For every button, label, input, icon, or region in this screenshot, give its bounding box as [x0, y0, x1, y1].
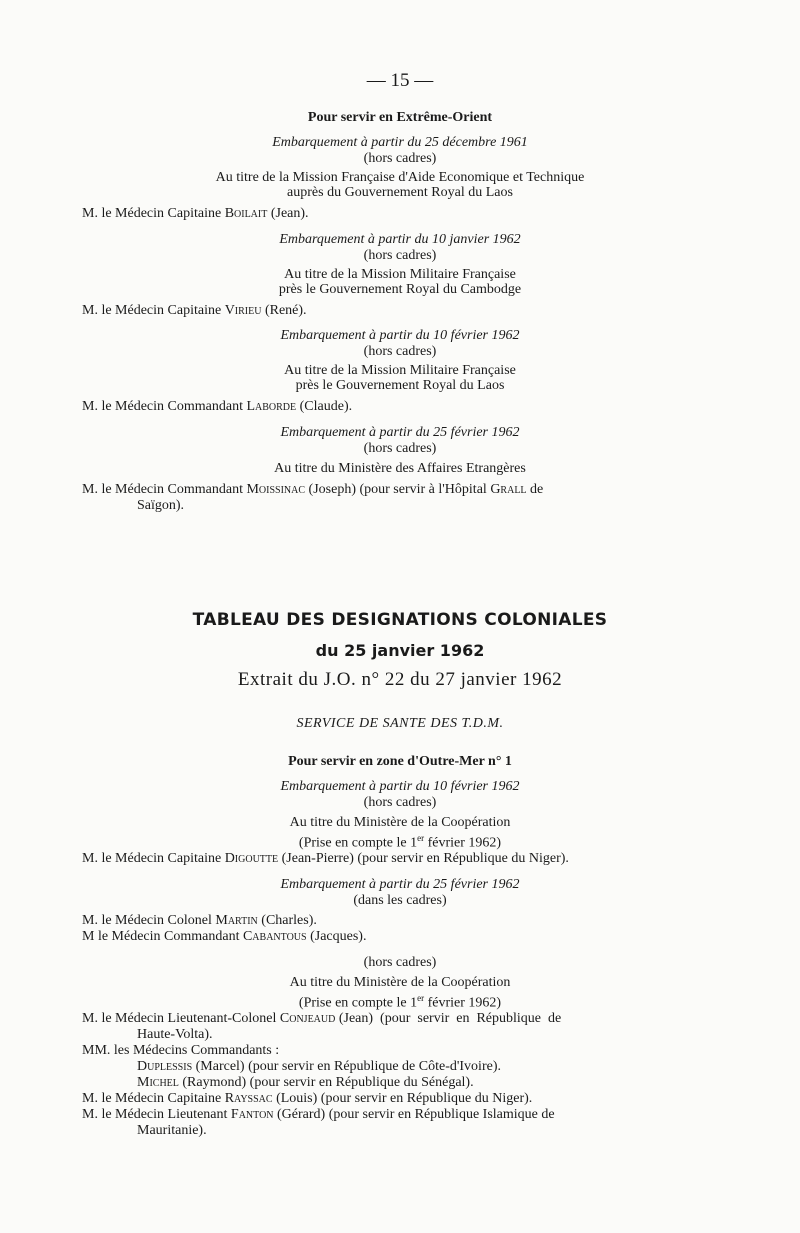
s1b3-mission-1: Au titre de la Mission Militaire Française: [284, 363, 516, 378]
s2b3-person-1: [82, 1011, 561, 1027]
person-firstname: (Jacques).: [306, 929, 367, 944]
section1-heading: Pour servir en Extrême-Orient: [307, 110, 493, 125]
person-title: M. le Médecin Capitaine: [82, 851, 225, 866]
s1b3-status: (hors cadres): [363, 344, 437, 359]
page-number: — 15 —: [366, 70, 434, 91]
section2-heading: Pour servir en zone d'Outre-Mer n° 1: [288, 754, 512, 769]
mission-text: (Prise en compte le 1: [298, 995, 418, 1011]
person-name: Digoutte: [224, 851, 279, 866]
s1b1-mission-1: Au titre de la Mission Française d'Aide Economique et Technique: [215, 170, 585, 185]
person-detail: (Jean-Pierre) (pour servir en République du Niger).: [278, 851, 569, 866]
person-name: Boilait: [224, 206, 268, 221]
person-name: Rayssac: [224, 1091, 273, 1106]
person-name: Michel: [137, 1075, 179, 1090]
person-title: M. le Médecin Commandant: [82, 399, 247, 414]
s1b2-person: [82, 303, 307, 319]
person-name: Laborde: [246, 399, 297, 414]
person-name: Cabantous: [242, 929, 307, 944]
person-title: M. le Médecin Lieutenant: [82, 1107, 231, 1122]
ordinal-sup: er: [417, 833, 425, 843]
person-title: M. le Médecin Lieutenant-Colonel: [82, 1011, 280, 1026]
s2b1-status: (hors cadres): [363, 795, 437, 810]
person-title: M. le Médecin Capitaine: [82, 303, 225, 318]
person-detail: (Gérard) (pour servir en République Islamique de: [273, 1107, 555, 1122]
person-name: Fanton: [230, 1107, 274, 1122]
person-name: Conjeaud: [279, 1011, 336, 1026]
s2b3-mm-2: [137, 1075, 474, 1091]
mission-text: (Prise en compte le 1: [298, 835, 418, 851]
person-name: Martin: [215, 913, 258, 928]
s2b3-person-4-line2: Mauritanie).: [137, 1123, 207, 1138]
ordinal-sup: er: [417, 993, 425, 1003]
person-name: Virieu: [224, 303, 262, 318]
s2b1-mission-2: [0, 830, 800, 852]
person-title: M. le Médecin Colonel: [82, 913, 216, 928]
s1b3-person: [82, 399, 352, 415]
s2b3-person-4: [82, 1107, 555, 1123]
s1b2-mission-1: Au titre de la Mission Militaire Française: [284, 267, 516, 282]
person-detail: (Louis) (pour servir en République du Niger).: [272, 1091, 533, 1106]
person-name: Duplessis: [137, 1059, 193, 1074]
s2b2-person-2: [82, 929, 366, 945]
s1b2-status: (hors cadres): [363, 248, 437, 263]
person-title: M. le Médecin Capitaine: [82, 1091, 225, 1106]
s2b3-mm-1: [137, 1059, 501, 1075]
s2b3-mission-1: Au titre du Ministère de la Coopération: [289, 975, 511, 990]
s2b3-mm-line: MM. les Médecins Commandants :: [82, 1043, 280, 1058]
s2b3-status: (hors cadres): [363, 955, 437, 970]
tableau-date: du 25 janvier 1962: [315, 641, 485, 660]
person-detail: (Jean) (pour servir en République de: [335, 1011, 562, 1026]
person-detail: (Raymond) (pour servir en République du Sénégal).: [178, 1075, 474, 1090]
s1b4-person-line2: Saïgon).: [137, 498, 185, 513]
person-firstname: (Charles).: [257, 913, 317, 928]
s2b3-person-1-line2: Haute-Volta).: [137, 1027, 213, 1042]
person-title: M le Médecin Commandant: [82, 929, 243, 944]
s1b3-embark: Embarquement à partir du 10 février 1962: [280, 328, 520, 343]
person-firstname: (René).: [261, 303, 307, 318]
s2b1-mission-1: Au titre du Ministère de la Coopération: [289, 815, 511, 830]
s2b3-person-3: [82, 1091, 532, 1107]
s2b2-embark: Embarquement à partir du 25 février 1962: [280, 877, 520, 892]
tableau-title: TABLEAU DES DESIGNATIONS COLONIALES: [192, 610, 608, 630]
person-firstname: (Claude).: [296, 399, 353, 414]
s2b1-person: [82, 851, 569, 867]
s2b1-embark: Embarquement à partir du 10 février 1962: [280, 779, 520, 794]
s1b4-person: [82, 482, 543, 498]
s1b4-status: (hors cadres): [363, 441, 437, 456]
s1b1-mission-2: auprès du Gouvernement Royal du Laos: [287, 185, 513, 200]
s2b2-person-1: [82, 913, 317, 929]
s1b2-mission-2: près le Gouvernement Royal du Cambodge: [278, 282, 522, 297]
person-firstname: (Jean).: [267, 206, 309, 221]
hospital-name: Grall: [490, 482, 527, 497]
mission-text-end: février 1962): [424, 995, 502, 1011]
person-title: M. le Médecin Commandant: [82, 482, 247, 497]
mission-text-end: février 1962): [424, 835, 502, 851]
s1b4-mission-1: Au titre du Ministère des Affaires Etrangères: [274, 461, 526, 476]
tableau-extrait: Extrait du J.O. n° 22 du 27 janvier 1962: [237, 669, 563, 690]
s1b3-mission-2: près le Gouvernement Royal du Laos: [295, 378, 505, 393]
s1b1-embark: Embarquement à partir du 25 décembre 1961: [272, 135, 528, 150]
s1b4-embark: Embarquement à partir du 25 février 1962: [280, 425, 520, 440]
s1b1-status: (hors cadres): [363, 151, 437, 166]
person-title: M. le Médecin Capitaine: [82, 206, 225, 221]
person-detail: (Marcel) (pour servir en République de Côte-d'Ivoire).: [192, 1059, 501, 1074]
person-name: Moissinac: [246, 482, 306, 497]
person-detail-end: de: [526, 482, 544, 497]
s1b1-person: [82, 206, 309, 222]
person-detail: (Joseph) (pour servir à l'Hôpital: [305, 482, 491, 497]
service-heading: SERVICE DE SANTE DES T.D.M.: [296, 716, 504, 731]
s1b2-embark: Embarquement à partir du 10 janvier 1962: [279, 232, 521, 247]
s2b3-mission-2: [0, 990, 800, 1012]
s2b2-status: (dans les cadres): [353, 893, 447, 908]
